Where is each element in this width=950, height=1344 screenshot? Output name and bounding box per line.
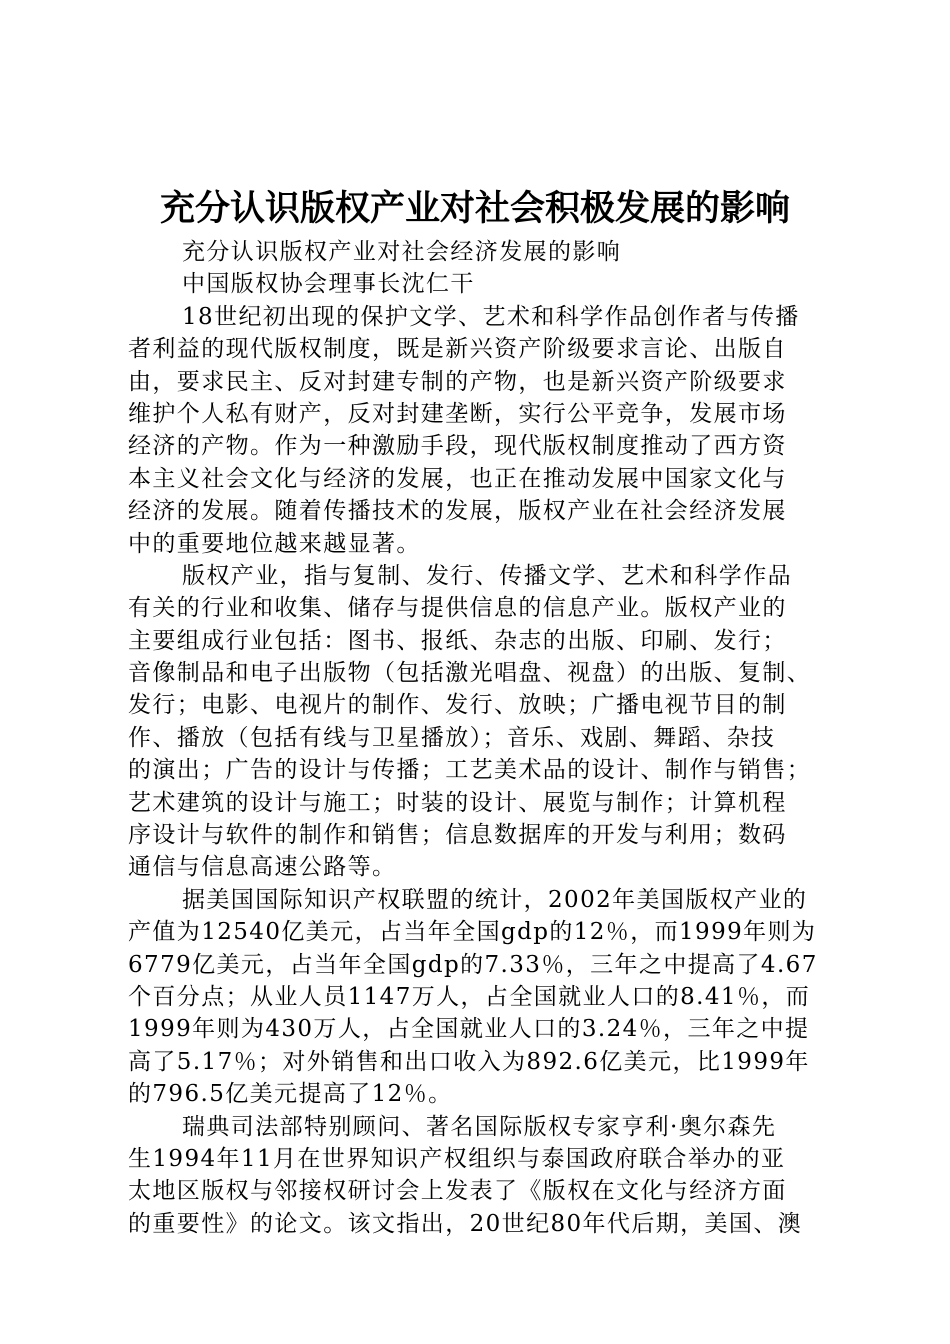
- paragraph-line: 的演出；广告的设计与传播；工艺美术品的设计、制作与销售；: [128, 757, 812, 784]
- paragraph-line: 由，要求民主、反对封建专制的产物，也是新兴资产阶级要求: [128, 368, 787, 395]
- paragraph-line: 6779亿美元，占当年全国gdp的7.33％，三年之中提高了4.67: [128, 951, 818, 978]
- paragraph-line: 维护个人私有财产，反对封建垄断，实行公平竞争，发展市场: [128, 400, 787, 427]
- paragraph-line: 生1994年11月在世界知识产权组织与泰国政府联合举办的亚: [128, 1145, 786, 1172]
- document-body: [128, 236, 840, 1240]
- paragraph-line: 艺术建筑的设计与施工；时装的设计、展览与制作；计算机程: [128, 789, 787, 816]
- paragraph-line: 太地区版权与邻接权研讨会上发表了《版权在文化与经济方面: [128, 1178, 787, 1205]
- paragraph-line: 版权产业，指与复制、发行、传播文学、艺术和科学作品: [182, 562, 792, 589]
- paragraph-line: 瑞典司法部特别顾问、著名国际版权专家亨利·奥尔森先: [182, 1113, 777, 1140]
- paragraph-line: 序设计与软件的制作和销售；信息数据库的开发与利用；数码: [128, 822, 787, 849]
- paragraph-line: 1999年则为430万人，占全国就业人口的3.24％，三年之中提: [128, 1016, 810, 1043]
- paragraph-line: 主要组成行业包括：图书、报纸、杂志的出版、印刷、发行；: [128, 627, 787, 654]
- paragraph-line: 的796.5亿美元提高了12％。: [128, 1081, 453, 1108]
- paragraph-line: 据美国国际知识产权联盟的统计，2002年美国版权产业的: [182, 886, 808, 913]
- document-title: 充分认识版权产业对社会积极发展的影响: [159, 189, 790, 229]
- paragraph-line: 经济的产物。作为一种激励手段，现代版权制度推动了西方资: [128, 433, 787, 460]
- paragraph-line: 通信与信息高速公路等。: [128, 854, 397, 881]
- paragraph-line: 音像制品和电子出版物（包括激光唱盘、视盘）的出版、复制、: [128, 660, 812, 687]
- author-line: 中国版权协会理事长沈仁干: [182, 271, 475, 298]
- paragraph-line: 本主义社会文化与经济的发展，也正在推动发展中国家文化与: [128, 465, 787, 492]
- paragraph-line: 经济的发展。随着传播技术的发展，版权产业在社会经济发展: [128, 498, 787, 525]
- paragraph-line: 高了5.17％；对外销售和出口收入为892.6亿美元，比1999年: [128, 1048, 810, 1075]
- paragraph-line: 的重要性》的论文。该文指出，20世纪80年代后期，美国、澳: [128, 1210, 803, 1237]
- paragraph-line: 18世纪初出现的保护文学、艺术和科学作品创作者与传播: [182, 303, 800, 330]
- paragraph-line: 发行；电影、电视片的制作、发行、放映；广播电视节目的制: [128, 692, 787, 719]
- paragraph-line: 者利益的现代版权制度，既是新兴资产阶级要求言论、出版自: [128, 336, 787, 363]
- paragraph-line: 有关的行业和收集、储存与提供信息的信息产业。版权产业的: [128, 595, 787, 622]
- paragraph-line: 作、播放（包括有线与卫星播放）；音乐、戏剧、舞蹈、杂技: [128, 724, 776, 751]
- paragraph-line: 中的重要地位越来越显著。: [128, 530, 421, 557]
- paragraph-line: 产值为12540亿美元，占当年全国gdp的12％，而1999年则为: [128, 919, 817, 946]
- subtitle-line: 充分认识版权产业对社会经济发展的影响: [182, 239, 622, 265]
- paragraph-line: 个百分点；从业人员1147万人，占全国就业人口的8.41％，而: [128, 983, 811, 1010]
